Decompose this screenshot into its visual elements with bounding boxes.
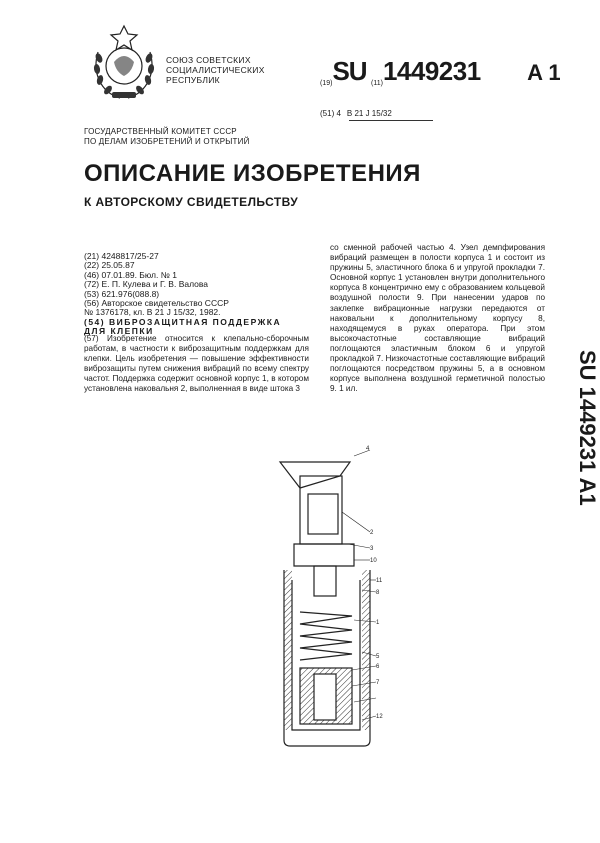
document-subtitle: К АВТОРСКОМУ СВИДЕТЕЛЬСТВУ bbox=[84, 195, 299, 209]
figure-label: 8 bbox=[376, 590, 380, 596]
ussr-emblem-icon bbox=[84, 22, 164, 102]
abstract-text: (57) Изобретение относится к клепально-сборочным работам, в частности к виброзащитным поддержкам для клепки. Цель изобретения — повышение эффективности виброзащиты путем снижения вибраций по всему спектру частот. Поддержка содержит основной корпус 1, в котором установлена наковальня 2, выполненная в виде штока 3 bbox=[84, 334, 309, 394]
bib-line: (72) Е. П. Кулева и Г. В. Валова bbox=[84, 279, 209, 290]
bib-line: (22) 25.05.87 bbox=[84, 260, 135, 271]
patent-number: 1449231 bbox=[382, 56, 481, 86]
ipc-value: B 21 J 15/32 bbox=[346, 109, 392, 118]
ipc-code-label: (51) 4 bbox=[320, 109, 341, 118]
bib-line: (56) Авторское свидетельство СССР bbox=[84, 298, 229, 309]
figure-label: 1 bbox=[376, 620, 380, 626]
ipc-underline bbox=[349, 120, 433, 121]
bib-line: № 1376178, кл. В 21 J 15/32, 1982. bbox=[84, 307, 221, 318]
union-name bbox=[166, 55, 265, 85]
figure-label: 7 bbox=[376, 680, 380, 686]
ipc-classification bbox=[320, 109, 392, 118]
number-code-label: (11) bbox=[371, 80, 383, 87]
document-number bbox=[320, 56, 561, 87]
committee-name bbox=[84, 127, 250, 147]
document-title: ОПИСАНИЕ ИЗОБРЕТЕНИЯ bbox=[84, 160, 421, 187]
bib-line: (54) ВИБРОЗАЩИТНАЯ ПОДДЕРЖКА bbox=[84, 316, 282, 327]
patent-kind: A 1 bbox=[527, 60, 561, 85]
figure-label: 6 bbox=[376, 664, 380, 670]
figure-label: 4 bbox=[366, 446, 370, 452]
figure-label: 5 bbox=[376, 654, 380, 660]
committee-line: ПО ДЕЛАМ ИЗОБРЕТЕНИЙ И ОТКРЫТИЙ bbox=[84, 137, 250, 146]
side-stamp bbox=[560, 350, 600, 680]
bib-line: (21) 4248817/25-27 bbox=[84, 251, 159, 261]
figure-label: 3 bbox=[370, 546, 374, 552]
committee-line: ГОСУДАРСТВЕННЫЙ КОМИТЕТ СССР bbox=[84, 127, 237, 136]
device-drawing bbox=[270, 440, 390, 760]
union-line: СОЦИАЛИСТИЧЕСКИХ bbox=[166, 65, 265, 75]
bib-line: ДЛЯ КЛЕПКИ bbox=[84, 326, 154, 337]
figure-label: 10 bbox=[370, 558, 377, 564]
country-code: SU bbox=[332, 56, 367, 86]
bibliographic-data bbox=[84, 252, 309, 337]
figure-label: 2 bbox=[370, 530, 374, 536]
bib-line: (46) 07.01.89. Бюл. № 1 bbox=[84, 269, 177, 280]
side-stamp-text: SU 1449231 A1 bbox=[575, 350, 600, 506]
figure-label: 12 bbox=[376, 714, 383, 720]
country-code-label: (19) bbox=[320, 80, 333, 87]
abstract-continuation: со сменной рабочей частью 4. Узел демпфирования вибраций размещен в полости корпуса 1 и состоит из пружины 5, эластичного блока 6 и упругой прокладки 7. Основной корпус 1 установлен внутри дополнительного корпуса 8 концентрично ему с образованием кольцевой воздушной полости 9. При нанесении ударов по заклепке вибрационные нагрузки передаются от наковальни к дополнительному корпусу 8, находящемуся в руках оператора. При этом высокочастотные составляющие вибраций поглощаются эластичным блоком 6 и упругой прокладкой 7. Низкочастотные составляющие вибраций поглощаются посредством пружины 5, а в основном корпусе выполнена воздушной герметичной полостью 9. 1 ил. bbox=[330, 243, 545, 394]
bib-line: (53) 621.976(088.8) bbox=[84, 288, 160, 299]
union-line: РЕСПУБЛИК bbox=[166, 75, 220, 85]
union-line: СОЮЗ СОВЕТСКИХ bbox=[166, 55, 251, 65]
figure-label: 11 bbox=[376, 578, 383, 584]
